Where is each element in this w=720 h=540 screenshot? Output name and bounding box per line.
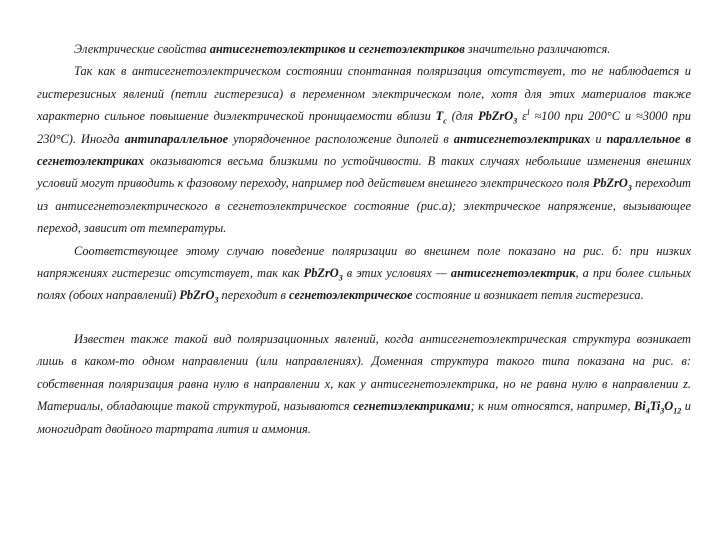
text-run: 3 bbox=[627, 183, 632, 193]
text-run: Ti bbox=[649, 399, 661, 414]
text-run: 4 bbox=[645, 406, 650, 416]
text-run: Электрические свойства bbox=[74, 42, 210, 56]
text-run: сегнетоэлектрическое bbox=[289, 288, 413, 303]
text-run: 3 bbox=[338, 273, 343, 283]
text-run: оказываются весьма близкими по устойчивости. В таких случаях небольшие изменения внешних условий могут приводить к фазовому переходу, например под действием внешнего электрического поля bbox=[37, 154, 691, 191]
paragraph-polarization-behavior bbox=[37, 240, 691, 307]
text-run: I bbox=[526, 108, 530, 118]
text-run: ; к ним относятся, например, bbox=[470, 399, 635, 414]
text-run: антисегнетоэлектриков и сегнетоэлектриков bbox=[209, 42, 465, 56]
text-run: упорядоченное расположение диполей в bbox=[228, 131, 454, 146]
paragraph-intro bbox=[37, 38, 691, 60]
text-run: переходит из антисегнетоэлектрического в сегнетоэлектрическое состояние (рис.а); электрическое напряжение, вызывающее переход, зависит от температуры. bbox=[37, 176, 691, 236]
text-run: сегнетиэлектриками bbox=[353, 399, 471, 414]
text-run: переходит в bbox=[218, 288, 289, 303]
text-run: антисегнетоэлектриках bbox=[453, 131, 591, 146]
text-run: O bbox=[664, 399, 674, 414]
text-run: параллельное в сегнетоэлектриках bbox=[37, 131, 692, 169]
text-run: Известен также такой вид поляризационных явлений, когда антисегнетоэлектрическая структура возникает лишь в каком-то одном направлении (или направлениях). Доменная структура такого типа показана на рис. в: собственная поляризация равна нулю в направлении x, как у антисегнетоэлектрика, но не равна нулю в направлении z. Материалы, обладающие такой структурой, называются bbox=[37, 331, 691, 414]
text-run: 3 bbox=[214, 295, 219, 305]
text-run: антипараллельное bbox=[124, 131, 229, 146]
document-body bbox=[37, 38, 691, 440]
text-run: (для bbox=[446, 109, 479, 124]
text-run: c bbox=[443, 116, 447, 126]
text-run: T bbox=[435, 109, 444, 124]
text-run: 12 bbox=[673, 406, 682, 416]
text-run: PbZrO bbox=[303, 266, 339, 281]
text-run: антисегнетоэлектрик bbox=[450, 266, 576, 281]
text-run: и моногидрат двойного тартрата лития и аммония. bbox=[37, 399, 691, 436]
text-run: Так как в антисегнетоэлектрическом состоянии спонтанная поляризация отсутствует, то не наблюдается и гистерезисных явлений (петли гистерезиса) в переменном электрическом поле, хотя для этих материалов также характерно сильное повышение диэлектрической проницаемости вблизи bbox=[37, 64, 691, 124]
text-run: 3 bbox=[660, 406, 665, 416]
paragraph-antiferroelectric-properties bbox=[37, 60, 691, 239]
text-run: PbZrO bbox=[592, 176, 628, 191]
text-run: значительно различаются. bbox=[464, 42, 611, 56]
text-run: Соответствующее этому случаю поведение поляризации во внешнем поле показано на рис. б: при низких напряжениях гистерезис отсутствует, так как bbox=[37, 243, 691, 281]
text-run: PbZrO bbox=[179, 288, 215, 303]
text-run: , а при более сильных полях (обоих направлений) bbox=[37, 266, 691, 303]
text-run: PbZrO bbox=[478, 109, 514, 124]
text-run: ≈100 при 200°С и ≈3000 при 230°С). Иногда bbox=[37, 109, 692, 146]
text-run: состояние и возникает петля гистерезиса. bbox=[412, 288, 644, 303]
text-run: ε bbox=[517, 109, 527, 124]
text-run: и bbox=[590, 131, 607, 146]
text-run: Bi bbox=[634, 399, 646, 414]
paragraph-ferrielectrics bbox=[37, 328, 691, 440]
text-run: 3 bbox=[513, 116, 518, 126]
text-run: в этих условиях — bbox=[342, 266, 451, 281]
